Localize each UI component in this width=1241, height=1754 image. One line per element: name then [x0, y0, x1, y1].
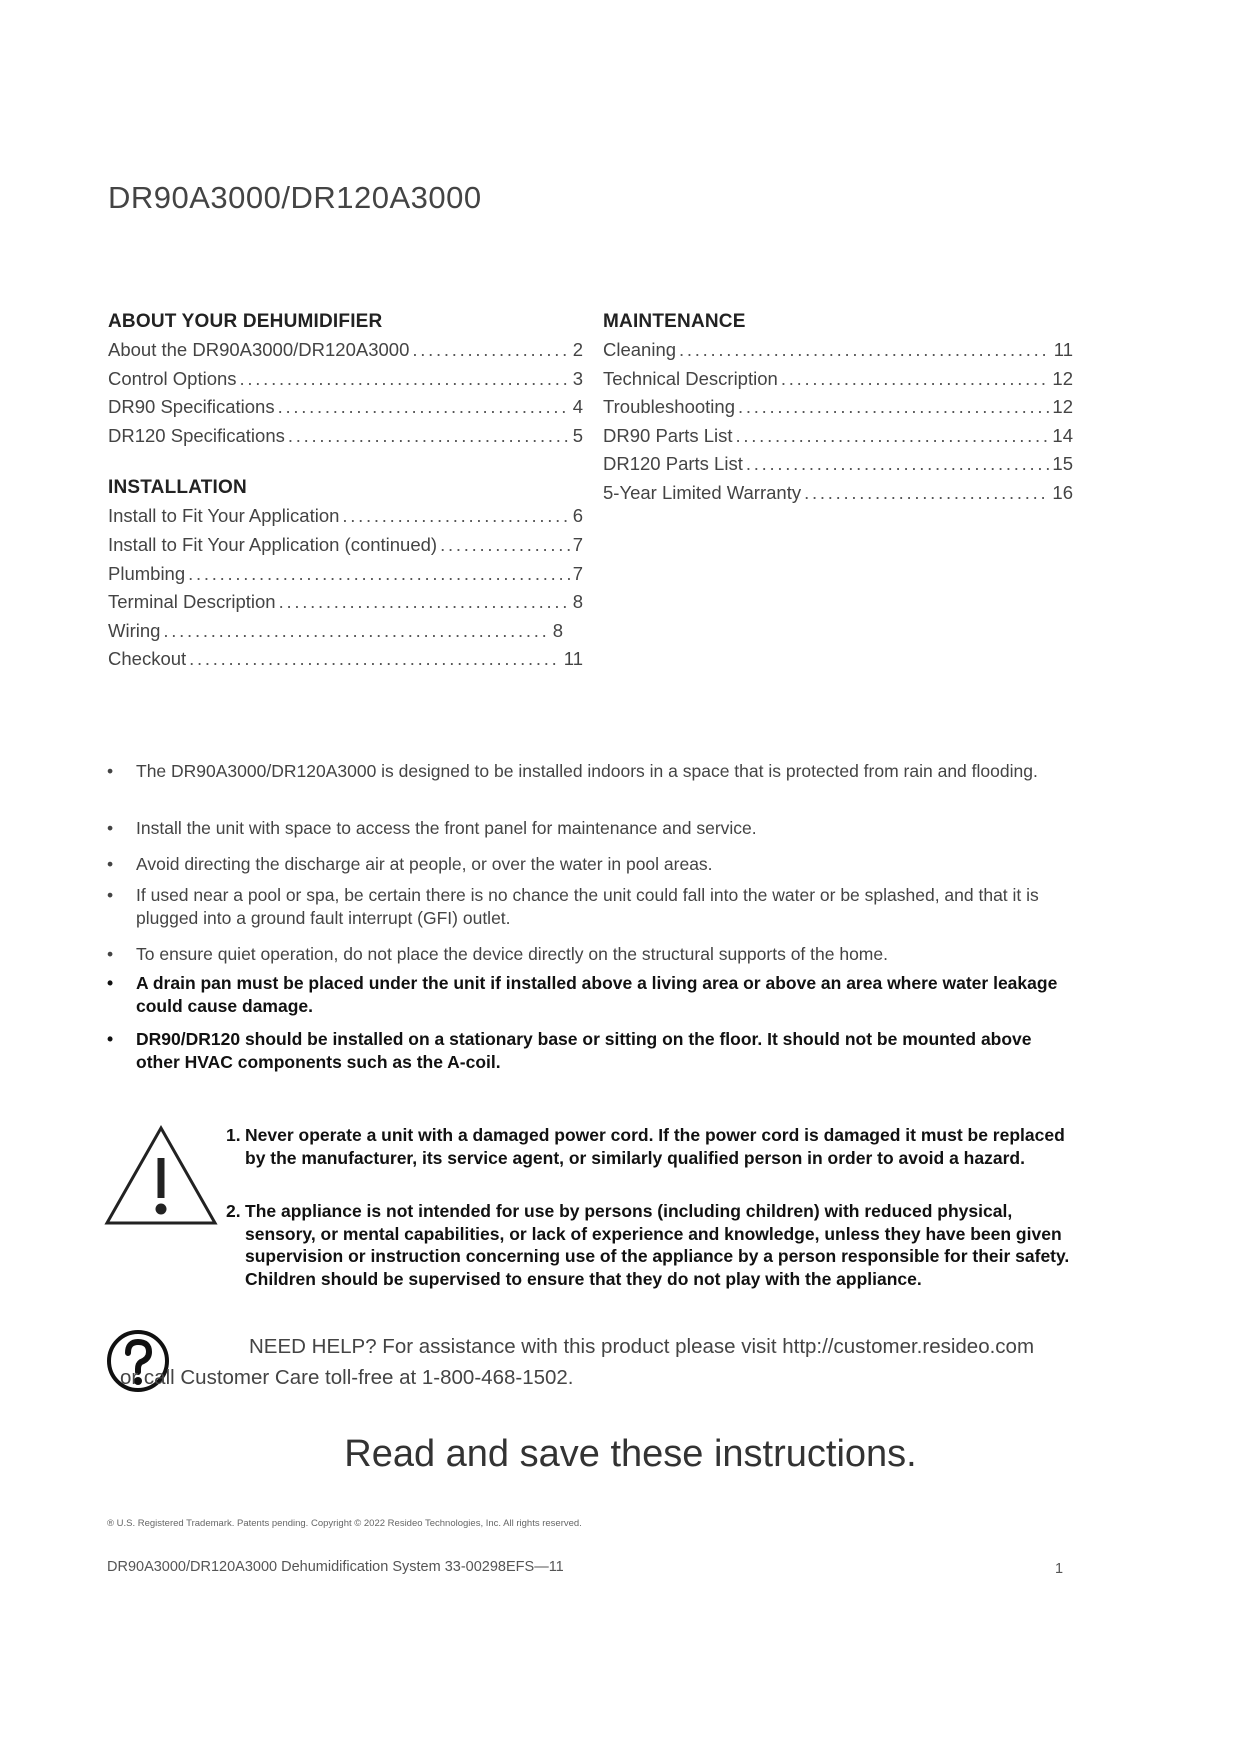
toc-entry[interactable]: Control Options . . . 3	[108, 365, 583, 394]
toc-entry[interactable]: Install to Fit Your Application (continued) . . . 7	[108, 531, 583, 560]
note-item: • Install the unit with space to access the front panel for maintenance and service.	[107, 818, 757, 838]
warning-item: 2. The appliance is not intended for use by persons (including children) with reduced physical, sensory, or mental capabilities, or lack of experience and knowledge, unless they have been given supervision or instruction concerning use of the appliance by a person responsible for their safety. Children should be supervised to ensure that they do not play with the appliance.	[226, 1201, 1070, 1290]
toc-entry[interactable]: DR90 Specifications . . . 4	[108, 393, 583, 422]
help-contact-text: or call Customer Care toll-free at 1-800-468-1502.	[120, 1366, 574, 1389]
warning-triangle-icon	[103, 1124, 219, 1227]
toc-entry[interactable]: Cleaning . . . 11	[603, 336, 1073, 365]
toc-heading-maintenance: MAINTENANCE	[603, 311, 746, 332]
footer-document-id: DR90A3000/DR120A3000 Dehumidification System 33-00298EFS—11	[107, 1559, 564, 1575]
toc-entry[interactable]: DR90 Parts List . . . 14	[603, 422, 1073, 451]
page-number: 1	[1055, 1561, 1064, 1577]
toc-heading-installation: INSTALLATION	[108, 477, 247, 499]
toc-heading-about: ABOUT YOUR DEHUMIDIFIER	[108, 311, 383, 332]
toc-entry[interactable]: DR120 Parts List . . . 15	[603, 450, 1073, 479]
warning-item: 1. Never operate a unit with a damaged power cord. If the power cord is damaged it must be replaced by the manufacturer, its service agent, or similarly qualified person in order to avoid a hazard.	[226, 1125, 1065, 1168]
toc-left-column	[108, 307, 583, 674]
toc-entry[interactable]: DR120 Specifications . . . 5	[108, 422, 583, 451]
toc-entry[interactable]: Wiring . . . 8	[108, 617, 563, 646]
note-item-important: • A drain pan must be placed under the unit if installed above a living area or above an area where water leakage could cause damage.	[107, 973, 1058, 1016]
toc-entry[interactable]: Terminal Description . . . 8	[108, 588, 583, 617]
note-item: • Avoid directing the discharge air at people, or over the water in pool areas.	[107, 854, 713, 874]
note-item: • If used near a pool or spa, be certain there is no chance the unit could fall into the water or be splashed, and that it is plugged into a ground fault interrupt (GFI) outlet.	[107, 885, 1039, 928]
note-item-important: • DR90/DR120 should be installed on a stationary base or sitting on the floor. It should not be mounted above other HVAC components such as the A-coil.	[107, 1029, 1032, 1072]
toc-entry[interactable]: About the DR90A3000/DR120A3000 . . . 2	[108, 336, 583, 365]
toc-entry[interactable]: Troubleshooting . . . 12	[603, 393, 1073, 422]
toc-entry[interactable]: Technical Description . . . 12	[603, 365, 1073, 394]
note-item: • To ensure quiet operation, do not place the device directly on the structural supports of the home.	[107, 944, 888, 964]
help-text: NEED HELP? For assistance with this product please visit http://customer.resideo.com	[249, 1335, 1035, 1358]
toc-entry[interactable]: 5-Year Limited Warranty . . . 16	[603, 479, 1073, 508]
toc-entry[interactable]: Plumbing . . . 7	[108, 560, 583, 589]
note-item: • The DR90A3000/DR120A3000 is designed to be installed indoors in a space that is protected from rain and flooding.	[107, 761, 1038, 781]
document-title: DR90A3000/DR120A3000	[108, 180, 482, 215]
toc-entry[interactable]: Checkout . . . 11	[108, 645, 583, 674]
toc-entry[interactable]: Install to Fit Your Application . . . 6	[108, 502, 583, 531]
legal-notice: ® U.S. Registered Trademark. Patents pending. Copyright © 2022 Resideo Technologies, Inc. All rights reserved.	[107, 1518, 582, 1529]
toc-right-column	[603, 307, 1073, 508]
save-instructions-heading: Read and save these instructions.	[344, 1433, 917, 1475]
